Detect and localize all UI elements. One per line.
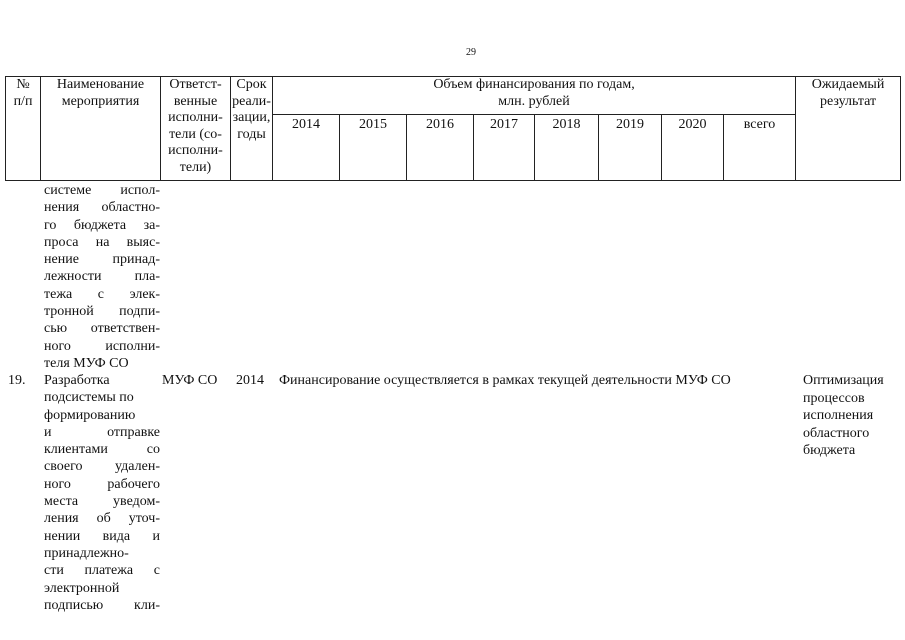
header-year-2018: 2018 [535, 115, 599, 181]
row-19-term: 2014 [236, 373, 264, 388]
header-result: Ожидаемый результат [796, 77, 901, 181]
header-year-2016: 2016 [407, 115, 474, 181]
header-responsible: Ответст- венные исполни- тели (со- исполни- тели) [161, 77, 231, 181]
header-year-2019: 2019 [599, 115, 662, 181]
header-name: Наименование мероприятия [41, 77, 161, 181]
header-term: Срок реали- зации, годы [231, 77, 273, 181]
row-19-name: Разработка подсистемы по формированию и отправке клиентами со своего удален- ного рабочего места уведом- ления об уточ- нении вида и принадлежно- сти платежа с электронной подписью кли- [44, 373, 160, 613]
header-year-2014: 2014 [273, 115, 340, 181]
header-year-2020: 2020 [662, 115, 724, 181]
table-header [5, 76, 901, 181]
header-year-2015: 2015 [340, 115, 407, 181]
continuation-text: системе испол- нения областно- го бюджета за- проса на выяс- нение принад- лежности пла- тежа с элек- тронной подпи- сью ответствен- ного исполни- теля МУФ СО [44, 183, 160, 371]
row-19-financing: Финансирование осуществляется в рамках текущей деятельности МУФ СО [279, 373, 731, 388]
header-num: № п/п [6, 77, 41, 181]
row-19-responsible: МУФ СО [162, 373, 218, 388]
header-year-total: всего [724, 115, 796, 181]
row-19-number: 19. [8, 373, 26, 388]
row-19-result: Оптимизация процессов исполнения областного бюджета [803, 373, 884, 458]
page-number: 29 [466, 47, 476, 58]
header-financing: Объем финансирования по годам, млн. рублей [273, 77, 796, 115]
header-year-2017: 2017 [474, 115, 535, 181]
